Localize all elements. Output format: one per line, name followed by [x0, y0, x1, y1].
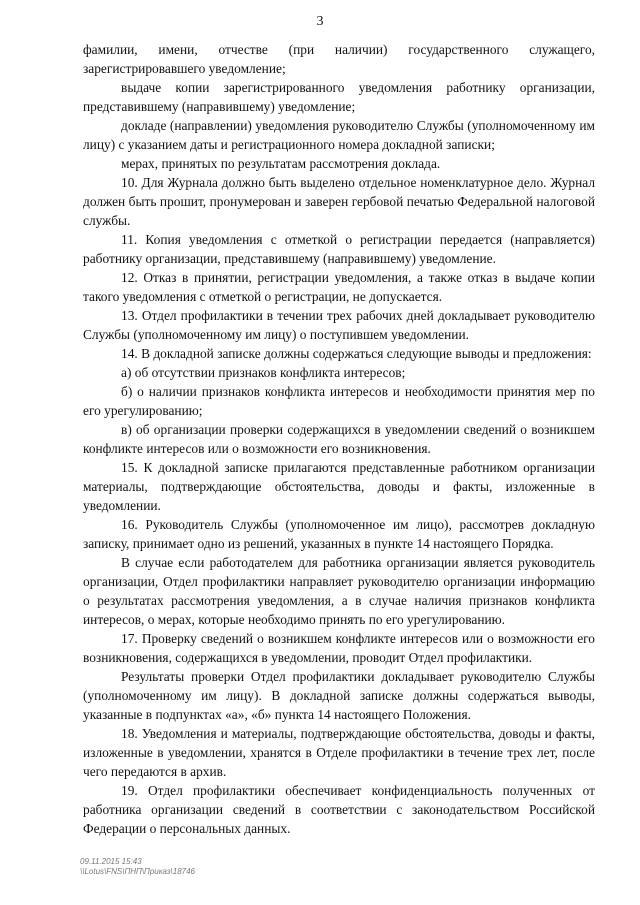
paragraph: выдаче копии зарегистрированного уведомления работнику организации, представившему (направившему) уведомление; [83, 80, 595, 114]
paragraph: 14. В докладной записке должны содержаться следующие выводы и предложения: [121, 346, 592, 361]
footer-stamp [80, 857, 195, 877]
footer-file-path: \\Lotus\FNS\ПНП\Приказ\18746 [80, 867, 195, 876]
paragraph: б) о наличии признаков конфликта интересов и необходимости принятия мер по его урегулированию; [83, 384, 595, 418]
paragraph: 15. К докладной записке прилагаются представленные работником организации материалы, подтверждающие обстоятельства, доводы и факты, изложенные в уведомлении. [83, 460, 595, 513]
paragraph: докладе (направлении) уведомления руководителю Службы (уполномоченному им лицу) с указанием даты и регистрационного номера докладной записки; [83, 118, 595, 152]
paragraph: 10. Для Журнала должно быть выделено отдельное номенклатурное дело. Журнал должен быть прошит, пронумерован и заверен гербовой печатью Федеральной налоговой службы. [83, 175, 595, 228]
footer-timestamp: 09.11.2015 15:43 [80, 857, 142, 866]
page-number: 3 [316, 14, 324, 29]
paragraph: 13. Отдел профилактики в течении трех рабочих дней докладывает руководителю Службы (уполномоченному им лицу) о поступившем уведомлении. [83, 308, 595, 342]
paragraph: 19. Отдел профилактики обеспечивает конфиденциальность полученных от работника организации сведений в соответствии с законодательством Российской Федерации о персональных данных. [83, 783, 595, 836]
paragraph: мерах, принятых по результатам рассмотрения доклада. [121, 156, 441, 171]
paragraph: 11. Копия уведомления с отметкой о регистрации передается (направляется) работнику организации, представившему (направившему) уведомление. [83, 232, 595, 266]
paragraph: 12. Отказ в принятии, регистрации уведомления, а также отказ в выдаче копии такого уведомления с отметкой о регистрации, не допускается. [83, 270, 595, 304]
paragraph: фамилии, имени, отчестве (при наличии) государственного служащего, зарегистрировавшего уведомление; [83, 42, 595, 76]
paragraph: Результаты проверки Отдел профилактики докладывает руководителю Службы (уполномоченному им лицу). В докладной записке должны содержаться выводы, указанные в подпунктах «а», «б» пункта 14 настоящего Положения. [83, 669, 595, 722]
paragraph: в) об организации проверки содержащихся в уведомлении сведений о возникшем конфликте интересов или о возможности его возникновения. [83, 422, 595, 456]
paragraph: В случае если работодателем для работника организации является руководитель организации, Отдел профилактики направляет руководителю организации информацию о результатах рассмотрения уведомления, а в случае наличия признаков конфликта интересов, о мерах, которые необходимо принять по его урегулированию. [83, 555, 595, 627]
paragraph: 17. Проверку сведений о возникшем конфликте интересов или о возможности его возникновения, содержащихся в уведомлении, проводит Отдел профилактики. [83, 631, 595, 665]
paragraph: 18. Уведомления и материалы, подтверждающие обстоятельства, доводы и факты, изложенные в уведомлении, хранятся в Отделе профилактики в течение трех лет, после чего передаются в архив. [83, 726, 595, 779]
paragraph: а) об отсутствии признаков конфликта интересов; [121, 365, 406, 380]
paragraph: 16. Руководитель Службы (уполномоченное им лицо), рассмотрев докладную записку, принимает одно из решений, указанных в пункте 14 настоящего Порядка. [83, 517, 595, 551]
document-body [83, 40, 595, 838]
